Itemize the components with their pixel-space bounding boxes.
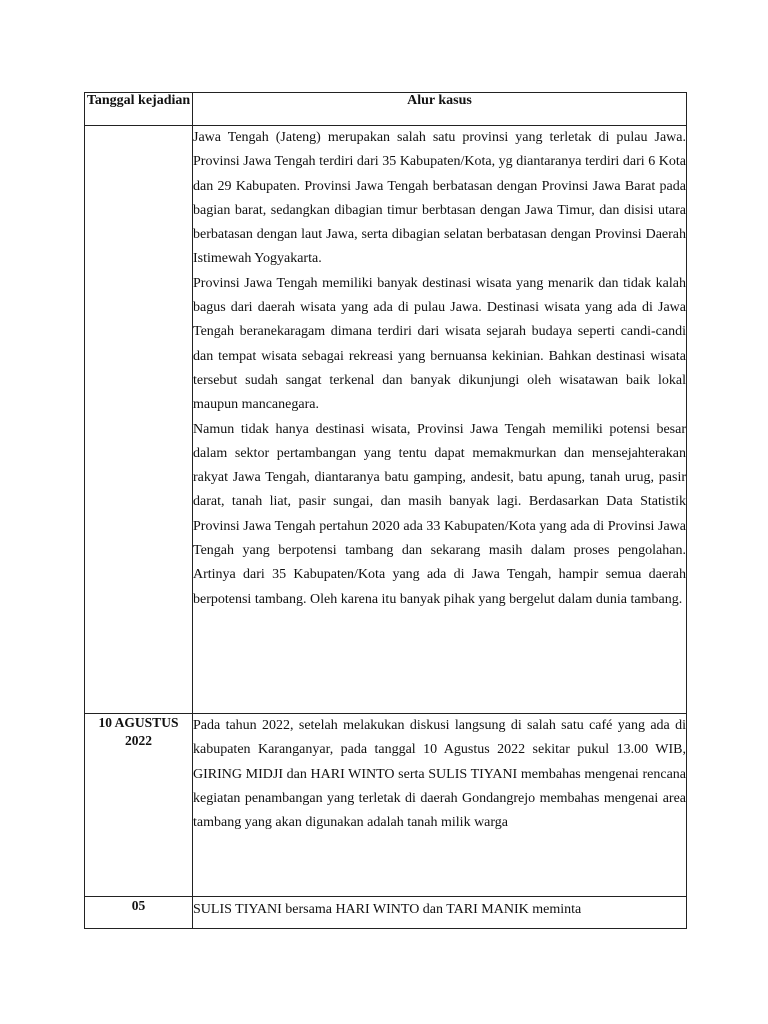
table-header-row (85, 93, 687, 126)
flow-cell (193, 126, 687, 714)
header-flow: Alur kasus (193, 93, 687, 126)
paragraph: Provinsi Jawa Tengah memiliki banyak destinasi wisata yang menarik dan tidak kalah bagus dari daerah wisata yang ada di pulau Jawa. Destinasi wisata yang ada di Jawa Tengah beranekaragam dimana terdiri dari wisata sejarah budaya seperti candi-candi dan tempat wisata sebagai rekreasi yang bernuansa kekinian. Bahkan destinasi wisata tersebut sudah sangat terkenal dan banyak dikunjungi oleh wisatawan baik lokal maupun mancanegara. (193, 275, 686, 413)
paragraph: SULIS TIYANI bersama HARI WINTO dan TARI MANIK meminta (193, 902, 582, 917)
table-row (85, 126, 687, 714)
date-cell: 10 AGUSTUS 2022 (85, 714, 193, 897)
flow-cell (193, 897, 687, 929)
table-row (85, 714, 687, 897)
date-cell (85, 126, 193, 714)
paragraph: Jawa Tengah (Jateng) merupakan salah satu provinsi yang terletak di pulau Jawa. Provinsi Jawa Tengah terdiri dari 35 Kabupaten/Kota, yg diantaranya terdiri dari 6 Kota dan 29 Kabupaten. Provinsi Jawa Tengah berbatasan dengan Provinsi Jawa Barat pada bagian barat, sedangkan dibagian timur berbtasan dengan Jawa Timur, dan disisi utara berbatasan dengan laut Jawa, serta dibagian selatan berbatasan dengan Provinsi Daerah Istimewah Yogyakarta. (193, 130, 686, 267)
paragraph: Pada tahun 2022, setelah melakukan diskusi langsung di salah satu café yang ada di kabupaten Karanganyar, pada tanggal 10 Agustus 2022 sekitar pukul 13.00 WIB, GIRING MIDJI dan HARI WINTO serta SULIS TIYANI membahas mengenai rencana kegiatan penambangan yang terletak di daerah Gondangrejo membahas mengenai area tambang yang akan digunakan adalah tanah milik warga (193, 718, 686, 831)
flow-cell (193, 714, 687, 897)
case-timeline-table (84, 92, 687, 929)
date-cell: 05 (85, 897, 193, 929)
header-date: Tanggal kejadian (85, 93, 193, 126)
paragraph: Namun tidak hanya destinasi wisata, Provinsi Jawa Tengah memiliki potensi besar dalam sektor pertambangan yang tentu dapat memakmurkan dan mensejahterakan rakyat Jawa Tengah, diantaranya batu gamping, andesit, batu apung, tanah urug, pasir darat, tanah liat, pasir sungai, dan masih banyak lagi. Berdasarkan Data Statistik Provinsi Jawa Tengah pertahun 2020 ada 33 Kabupaten/Kota yang ada di Provinsi Jawa Tengah yang berpotensi tambang dan sekarang masih dalam proses pengolahan. Artinya dari 35 Kabupaten/Kota yang ada di Jawa Tengah, hampir semua daerah berpotensi tambang. Oleh karena itu banyak pihak yang bergelut dalam dunia tambang. (193, 421, 686, 607)
table-row (85, 897, 687, 929)
